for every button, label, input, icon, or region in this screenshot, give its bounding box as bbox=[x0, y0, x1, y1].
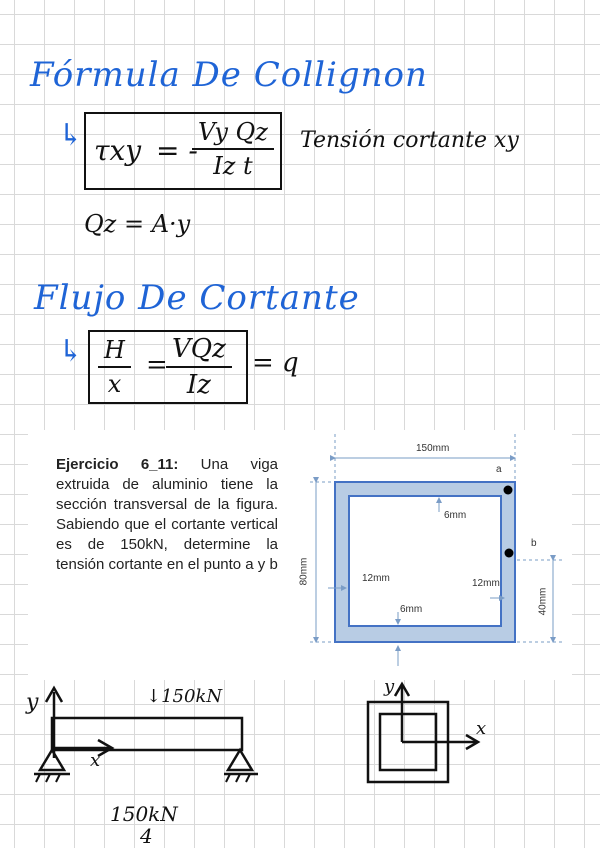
qz-formula: Qz = A·y bbox=[84, 210, 191, 238]
dim-bottom: 6mm bbox=[400, 604, 423, 615]
exercise-panel bbox=[28, 430, 572, 680]
reaction-label: 150kN bbox=[110, 802, 178, 826]
beam-load-label: ↓150kN bbox=[146, 686, 223, 707]
exercise-label: Ejercicio 6_11: bbox=[56, 456, 179, 473]
collignon-title: Fórmula De Collignon bbox=[30, 55, 428, 95]
flujo-formula-box bbox=[88, 330, 248, 404]
exercise-statement: Una viga extruida de aluminio tiene la sección transversal de la figura. Sabiendo que el cortante vertical es de 150kN, determine la tensión cortante en el punto a y b bbox=[56, 456, 278, 573]
section-axis-x: x bbox=[476, 718, 487, 739]
flujo-title: Flujo De Cortante bbox=[34, 278, 360, 318]
dim-b: 40mm bbox=[537, 587, 549, 616]
section-axis-y: y bbox=[384, 676, 395, 697]
flujo-rhs-den: Iz bbox=[186, 370, 211, 400]
formula-numerator: Vy Qz bbox=[192, 118, 274, 150]
point-b-marker bbox=[505, 549, 514, 558]
cross-section-figure bbox=[28, 430, 572, 680]
flujo-eq2: = q bbox=[252, 348, 299, 378]
collignon-note: Tensión cortante xy bbox=[300, 128, 519, 153]
point-a-marker bbox=[504, 486, 513, 495]
formula-eq: = - bbox=[156, 134, 198, 167]
flujo-rhs-num: VQz bbox=[166, 334, 232, 368]
flujo-lhs-num: H bbox=[98, 336, 131, 368]
dim-width: 150mm bbox=[416, 443, 450, 454]
flujo-lhs-fraction bbox=[98, 336, 131, 398]
flujo-lhs-den: x bbox=[107, 370, 122, 398]
beam-axis-y: y bbox=[26, 690, 39, 715]
beam-axis-x: x bbox=[90, 750, 101, 771]
arrow-marker-icon: ↳ bbox=[58, 334, 84, 369]
reaction-sub: 4 bbox=[140, 824, 153, 848]
flujo-eq1: = bbox=[146, 350, 168, 380]
point-b-label: b bbox=[531, 538, 537, 549]
dim-height: 80mm bbox=[298, 557, 310, 586]
dim-right: 12mm bbox=[472, 578, 500, 589]
collignon-formula-box bbox=[84, 112, 282, 190]
dim-top: 6mm bbox=[444, 510, 467, 521]
arrow-marker-icon: ↳ bbox=[58, 118, 84, 153]
section-inner bbox=[349, 496, 501, 626]
formula-fraction bbox=[192, 118, 274, 180]
point-a-label: a bbox=[496, 464, 502, 475]
dim-left: 12mm bbox=[362, 573, 390, 584]
flujo-rhs-fraction bbox=[166, 334, 232, 400]
formula-denominator: Iz t bbox=[213, 152, 253, 180]
formula-lhs: τxy bbox=[94, 134, 142, 167]
